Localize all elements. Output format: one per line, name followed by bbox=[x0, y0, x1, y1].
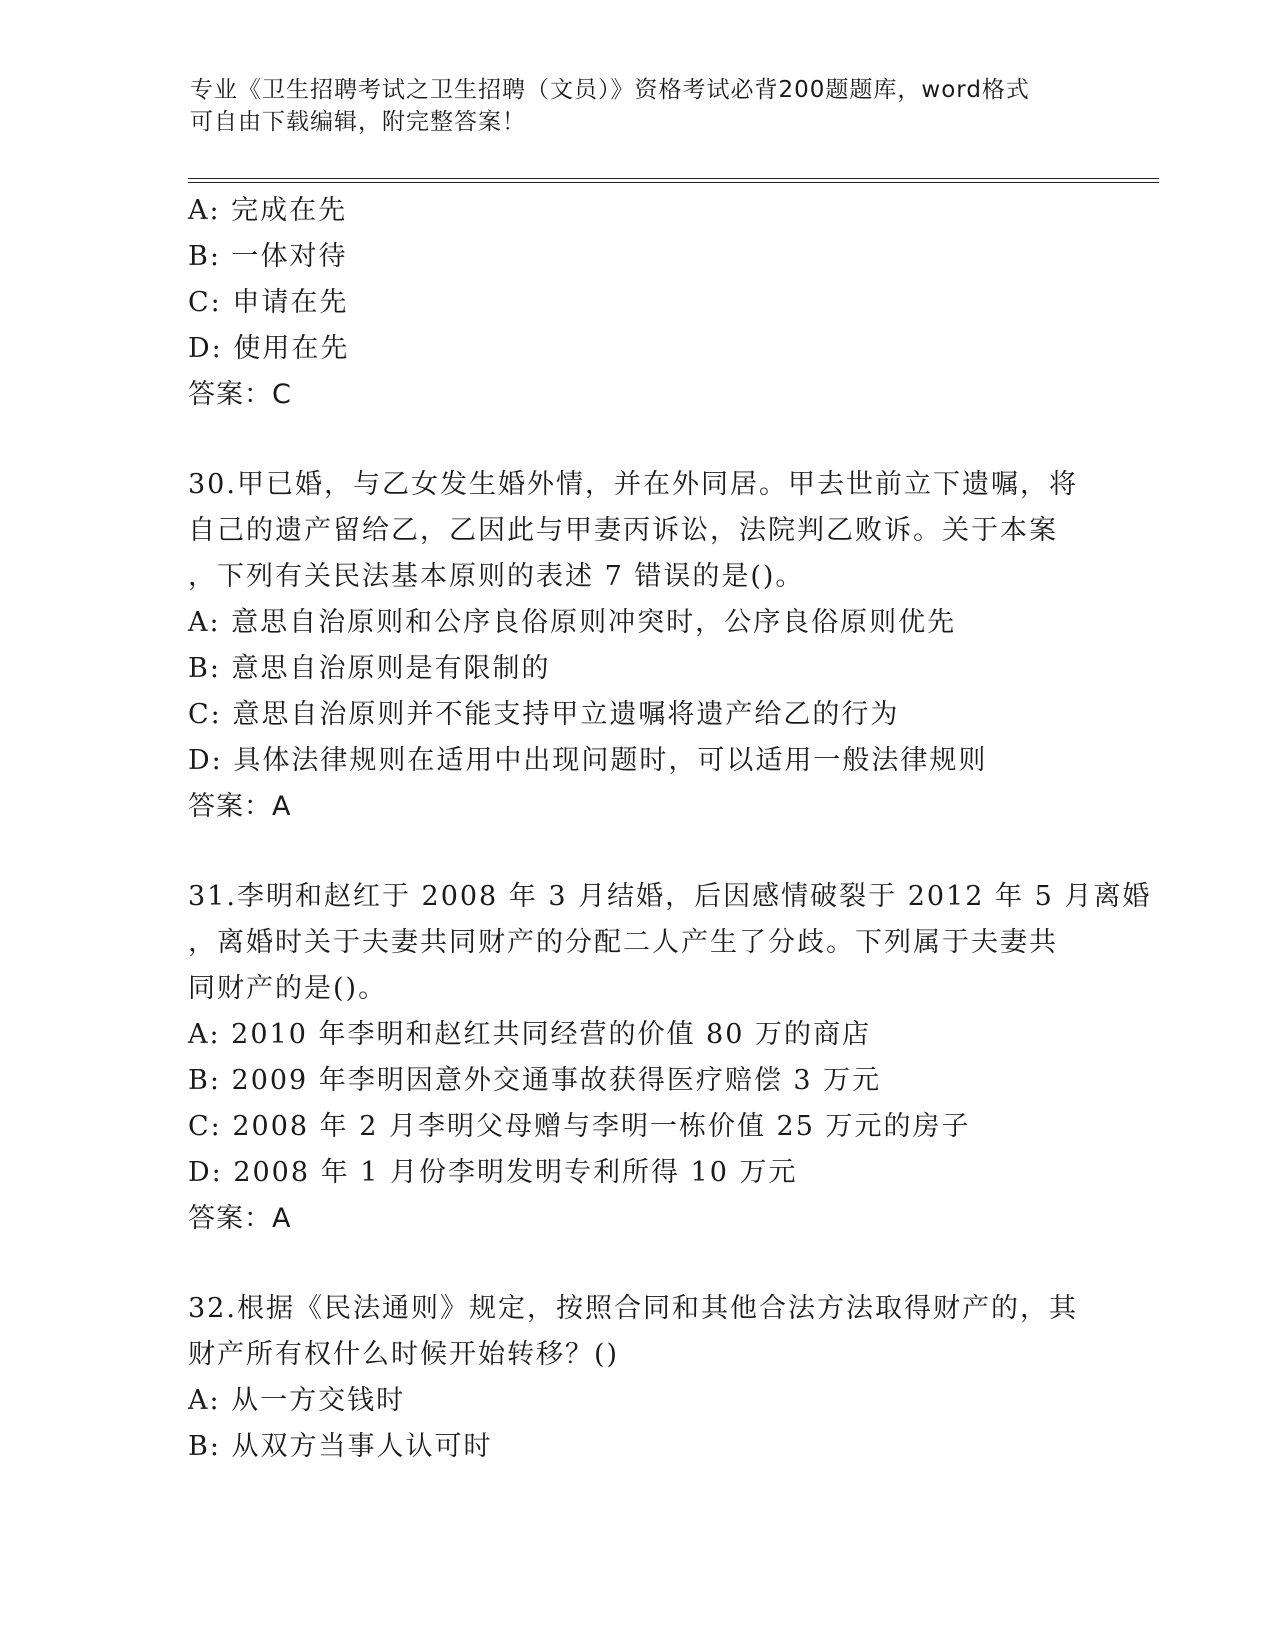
question-31-stem-line-1: 31.李明和赵红于 2008 年 3 月结婚，后因感情破裂于 2012 年 5 月离婚 bbox=[188, 881, 1152, 912]
spacer bbox=[188, 418, 1188, 462]
header-line-1: 专业《卫生招聘考试之卫生招聘（文员）》资格考试必背200题题库，word格式 bbox=[190, 77, 1030, 103]
question-29-option-a: A: 完成在先 bbox=[188, 195, 348, 226]
question-30-stem-line-2: 自己的遗产留给乙，乙因此与甲妻丙诉讼，法院判乙败诉。关于本案 bbox=[188, 515, 1058, 546]
question-31-option-b: B: 2009 年李明因意外交通事故获得医疗赔偿 3 万元 bbox=[188, 1065, 882, 1096]
spacer bbox=[188, 830, 1188, 874]
question-31-stem-line-2: ，离婚时关于夫妻共同财产的分配二人产生了分歧。下列属于夫妻共 bbox=[188, 927, 1058, 958]
question-30 bbox=[188, 462, 1188, 830]
question-29-option-c: C: 申请在先 bbox=[188, 287, 349, 318]
question-29-answer: 答案：C bbox=[188, 379, 292, 410]
question-30-stem-line-3: ，下列有关民法基本原则的表述 7 错误的是()。 bbox=[188, 561, 805, 592]
question-31-option-c: C: 2008 年 2 月李明父母赠与李明一栋价值 25 万元的房子 bbox=[188, 1111, 971, 1142]
question-30-stem-line-1: 30.甲已婚，与乙女发生婚外情，并在外同居。甲去世前立下遗嘱，将 bbox=[188, 469, 1078, 500]
question-32-stem-line-2: 财产所有权什么时候开始转移？() bbox=[188, 1339, 620, 1370]
question-content bbox=[188, 188, 1188, 1470]
question-30-option-b: B: 意思自治原则是有限制的 bbox=[188, 653, 551, 684]
question-30-option-c: C: 意思自治原则并不能支持甲立遗嘱将遗产给乙的行为 bbox=[188, 699, 900, 730]
question-31-option-d: D: 2008 年 1 月份李明发明专利所得 10 万元 bbox=[188, 1157, 798, 1188]
document-header bbox=[190, 74, 1090, 138]
question-31-answer: 答案：A bbox=[188, 1203, 292, 1234]
question-30-option-d: D: 具体法律规则在适用中出现问题时，可以适用一般法律规则 bbox=[188, 745, 988, 776]
question-29-option-b: B: 一体对待 bbox=[188, 241, 348, 272]
question-32-option-b: B: 从双方当事人认可时 bbox=[188, 1431, 493, 1462]
question-32 bbox=[188, 1286, 1188, 1470]
question-31-option-a: A: 2010 年李明和赵红共同经营的价值 80 万的商店 bbox=[188, 1019, 871, 1050]
header-divider-top bbox=[188, 178, 1159, 179]
question-31 bbox=[188, 874, 1188, 1242]
question-29-fragment bbox=[188, 188, 1188, 418]
spacer bbox=[188, 1242, 1188, 1286]
header-divider-bottom bbox=[188, 182, 1159, 183]
question-32-stem-line-1: 32.根据《民法通则》规定，按照合同和其他合法方法取得财产的，其 bbox=[188, 1293, 1078, 1324]
header-line-2: 可自由下载编辑，附完整答案！ bbox=[190, 109, 526, 135]
question-31-stem-line-3: 同财产的是()。 bbox=[188, 973, 388, 1004]
question-30-option-a: A: 意思自治原则和公序良俗原则冲突时，公序良俗原则优先 bbox=[188, 607, 957, 638]
question-30-answer: 答案：A bbox=[188, 791, 292, 822]
question-29-option-d: D: 使用在先 bbox=[188, 333, 350, 364]
question-32-option-a: A: 从一方交钱时 bbox=[188, 1385, 406, 1416]
